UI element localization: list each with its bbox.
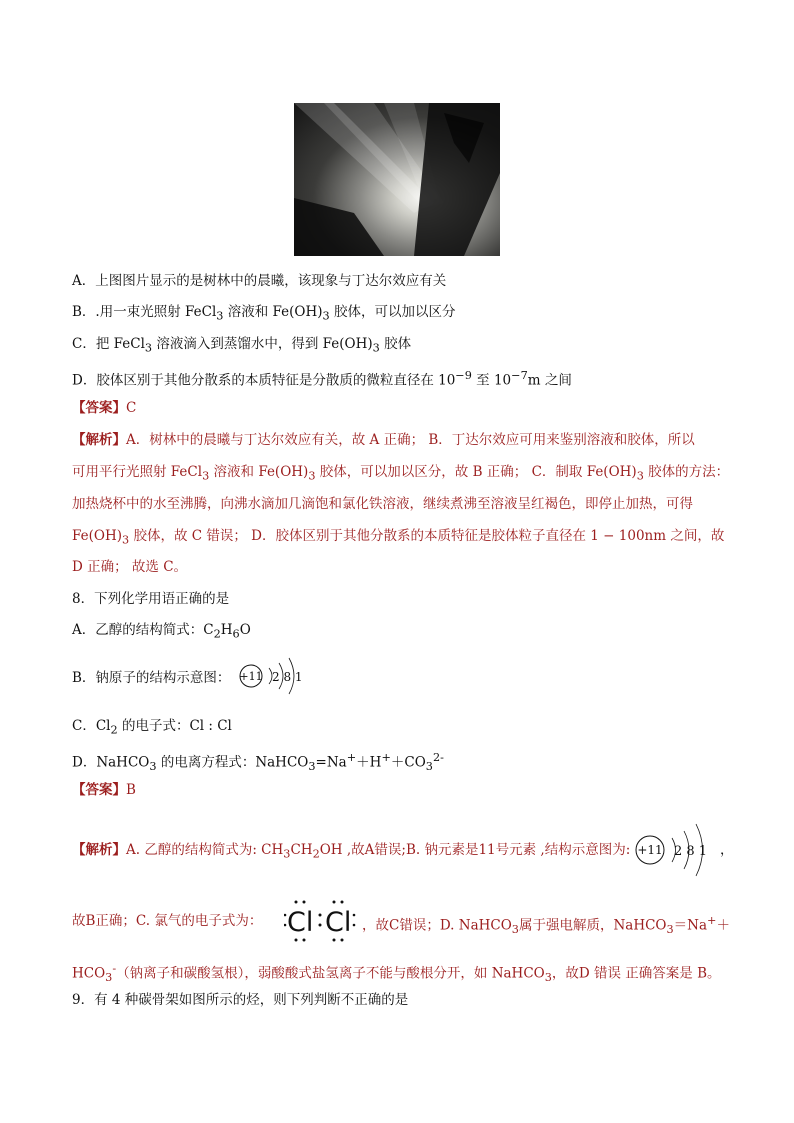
subscript: 2 (312, 847, 320, 861)
text: 的电子式：Cl : Cl (117, 718, 232, 734)
text: 胶体，可以加以区分 (329, 304, 456, 320)
answer-label: 【答案】 (72, 782, 126, 798)
q7-option-c (72, 334, 411, 359)
subscript: 2 (110, 723, 118, 737)
q8-explanation-line2b (362, 911, 730, 940)
text: O (239, 622, 251, 638)
text: ＋H (356, 754, 382, 771)
text: 溶液和 Fe(OH) (209, 464, 309, 480)
text: ＝Na (673, 917, 708, 934)
superscript: −7 (511, 369, 528, 382)
subscript: 3 (425, 760, 433, 774)
chlorine-symbol: Cl (325, 907, 352, 938)
text: D．胶体区别于其他分散系的本质特征是分散质的微粒直径在 10 (72, 372, 456, 389)
chlorine-symbol: Cl (287, 907, 314, 938)
q8-option-b: B．钠原子的结构示意图： (72, 670, 231, 686)
nucleus-label: +11 (637, 843, 663, 857)
text: m 之间 (527, 372, 572, 389)
text: 的电离方程式：NaHCO (156, 754, 309, 771)
subscript: 6 (232, 627, 240, 641)
q7-explanation-line5: D 正确； 故选 C。 (72, 559, 188, 575)
subscript: 2 (213, 627, 221, 641)
q7-explanation-line2 (72, 462, 729, 487)
subscript: 3 (202, 469, 210, 483)
text: Fe(OH) (72, 528, 122, 544)
q8-explanation-comma: ， (720, 842, 734, 858)
shell-electrons: 2 8 1 (272, 670, 303, 684)
subscript: 3 (544, 971, 552, 985)
subscript: 3 (666, 923, 674, 937)
q7-option-b (72, 302, 456, 327)
q7-explanation-line1 (72, 430, 695, 450)
text: ，故C错误；D. NaHCO (362, 917, 512, 934)
text: C．Cl (72, 718, 111, 734)
subscript: 3 (122, 533, 130, 547)
q7-option-a: A．上图图片显示的是树林中的晨曦，该现象与丁达尔效应有关 (72, 273, 447, 289)
text: 溶液滴入到蒸馏水中，得到 Fe(OH) (152, 336, 373, 352)
subscript: 3 (322, 309, 330, 323)
text: （钠离子和碳酸氢根），弱酸酸式盐氢离子不能与酸根分开，如 NaHCO (116, 965, 545, 982)
sodium-atom-diagram-explanation (632, 822, 714, 878)
q8-explanation-line2a: 故B正确；C. 氯气的电子式为： (72, 913, 263, 929)
q7-explanation-line3: 加热烧杯中的水至沸腾，向沸水滴加几滴饱和氯化铁溶液，继续煮沸至溶液呈红褐色，即停止加热，可得 (72, 496, 693, 512)
subscript: 3 (283, 847, 291, 861)
explanation-label: 【解析】 (72, 842, 126, 858)
text: CH (290, 842, 313, 858)
superscript: + (707, 914, 717, 927)
q8-answer (72, 780, 136, 800)
answer-value: C (126, 400, 137, 416)
subscript: 3 (308, 760, 316, 774)
q8-option-a (72, 620, 251, 645)
q8-option-c (72, 716, 232, 741)
cl2-electron-dot-diagram (284, 898, 356, 944)
text: ＋ (716, 917, 730, 934)
q7-answer (72, 398, 136, 418)
text: 胶体，可以加以区分，故 B 正确； C．制取 Fe(OH) (315, 464, 637, 480)
superscript: + (381, 751, 391, 764)
text: C．把 FeCl (72, 336, 145, 352)
subscript: 3 (308, 469, 316, 483)
q7-option-d (72, 366, 572, 391)
superscript: 2- (432, 751, 444, 764)
text: =Na (315, 754, 347, 771)
subscript: 3 (636, 469, 644, 483)
q8-option-d (72, 748, 444, 777)
text: B．.用一束光照射 FeCl (72, 304, 217, 320)
subscript: 3 (105, 971, 113, 985)
text: ，故D 错误 正确答案是 B。 (551, 965, 721, 982)
forest-light-photo (294, 103, 500, 256)
text: OH ,故A错误;B. 钠元素是11号元素 ,结构示意图为: (319, 842, 631, 858)
text: 胶体 (379, 336, 412, 352)
superscript: - (112, 962, 117, 975)
text: HCO (72, 965, 106, 982)
shell-electrons: 2 8 1 (674, 844, 708, 859)
subscript: 3 (149, 760, 157, 774)
subscript: 3 (216, 309, 224, 323)
text: 属于强电解质，NaHCO (518, 917, 667, 934)
nucleus-label: +11 (239, 670, 263, 683)
superscript: −9 (455, 369, 472, 382)
subscript: 3 (144, 341, 153, 355)
subscript: 3 (372, 341, 380, 355)
answer-value: B (126, 782, 136, 798)
answer-label: 【答案】 (72, 400, 126, 416)
superscript: + (346, 751, 357, 764)
q8-stem: 8．下列化学用语正确的是 (72, 591, 230, 607)
text: H (220, 622, 233, 638)
q8-explanation-line3 (72, 959, 721, 988)
text: 胶体，故 C 错误； D．胶体区别于其他分散系的本质特征是胶体粒子直径在 1 − 100nm 之间，故 (129, 528, 725, 544)
text: 至 10 (471, 372, 512, 389)
text: 可用平行光照射 FeCl (72, 464, 203, 480)
q8-explanation-line1 (72, 840, 630, 865)
text: A．树林中的晨曦与丁达尔效应有关，故 A 正确； B．丁达尔效应可用来鉴别溶液和胶体，所以 (126, 432, 695, 448)
text: A. 乙醇的结构简式为: CH (126, 842, 284, 858)
explanation-label: 【解析】 (72, 432, 126, 448)
sodium-atom-diagram (236, 654, 306, 698)
text: ＋CO (390, 754, 426, 771)
text: 胶体的方法： (643, 464, 730, 480)
text: D．NaHCO (72, 754, 150, 771)
q9-stem: 9．有 4 种碳骨架如图所示的烃，则下列判断不正确的是 (72, 992, 409, 1008)
q7-explanation-line4 (72, 526, 724, 551)
text: 溶液和 Fe(OH) (223, 304, 323, 320)
subscript: 3 (511, 923, 519, 937)
text: A．乙醇的结构简式：C (72, 622, 214, 638)
